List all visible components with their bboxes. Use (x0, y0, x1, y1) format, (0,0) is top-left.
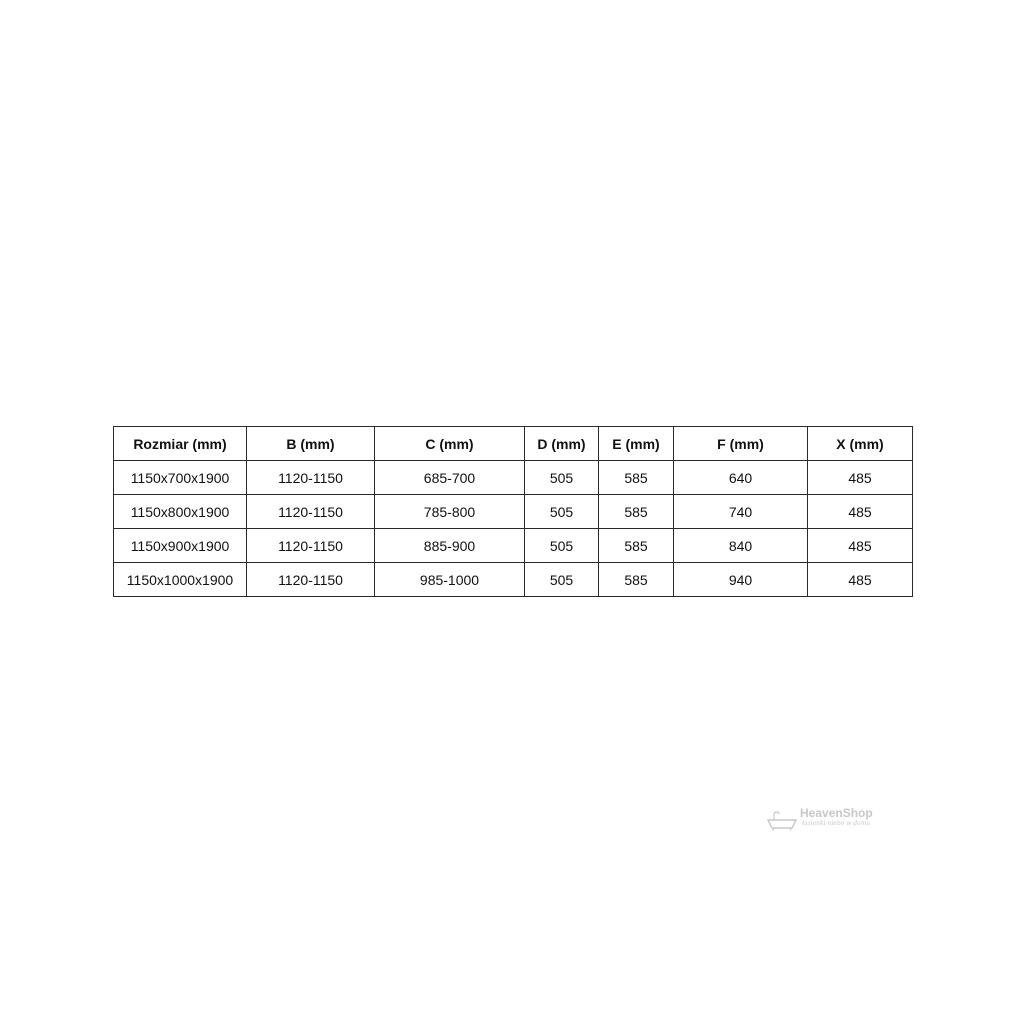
watermark-slogan: łazienki niebo w domu (802, 820, 871, 827)
cell-x: 485 (808, 529, 913, 563)
cell-d: 505 (525, 529, 599, 563)
cell-f: 740 (674, 495, 808, 529)
dimensions-table (113, 426, 913, 597)
table-row (114, 461, 913, 495)
cell-rozmiar: 1150x900x1900 (114, 529, 247, 563)
cell-b: 1120-1150 (247, 529, 375, 563)
table-row (114, 495, 913, 529)
cell-c: 685-700 (375, 461, 525, 495)
cell-f: 640 (674, 461, 808, 495)
cell-f: 940 (674, 563, 808, 597)
watermark-brand: HeavenShop (800, 806, 873, 820)
cell-c: 785-800 (375, 495, 525, 529)
header-e: E (mm) (599, 427, 674, 461)
cell-e: 585 (599, 529, 674, 563)
header-b: B (mm) (247, 427, 375, 461)
cell-d: 505 (525, 563, 599, 597)
cell-x: 485 (808, 495, 913, 529)
header-f: F (mm) (674, 427, 808, 461)
cell-c: 885-900 (375, 529, 525, 563)
table-row (114, 563, 913, 597)
cell-b: 1120-1150 (247, 495, 375, 529)
table-row (114, 529, 913, 563)
header-rozmiar: Rozmiar (mm) (114, 427, 247, 461)
cell-b: 1120-1150 (247, 461, 375, 495)
cell-e: 585 (599, 461, 674, 495)
header-x: X (mm) (808, 427, 913, 461)
cell-e: 585 (599, 563, 674, 597)
heavenshop-watermark (766, 805, 878, 835)
cell-f: 840 (674, 529, 808, 563)
cell-x: 485 (808, 563, 913, 597)
cell-b: 1120-1150 (247, 563, 375, 597)
cell-c: 985-1000 (375, 563, 525, 597)
table-header-row (114, 427, 913, 461)
cell-d: 505 (525, 461, 599, 495)
header-c: C (mm) (375, 427, 525, 461)
header-d: D (mm) (525, 427, 599, 461)
cell-rozmiar: 1150x700x1900 (114, 461, 247, 495)
cell-x: 485 (808, 461, 913, 495)
bathtub-icon (766, 811, 798, 831)
cell-rozmiar: 1150x800x1900 (114, 495, 247, 529)
cell-rozmiar: 1150x1000x1900 (114, 563, 247, 597)
cell-d: 505 (525, 495, 599, 529)
cell-e: 585 (599, 495, 674, 529)
